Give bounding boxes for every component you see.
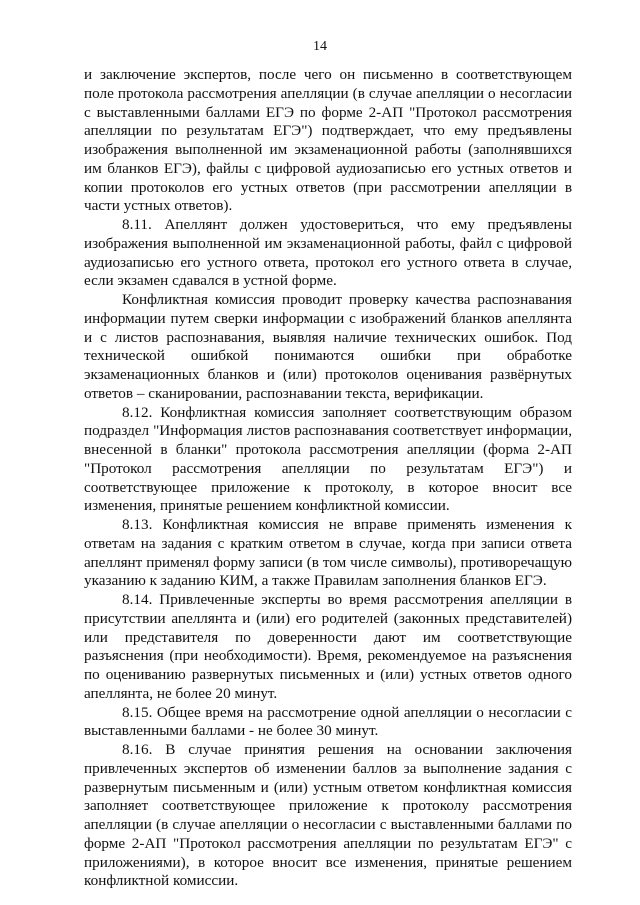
paragraph-continuation: и заключение экспертов, после чего он письменно в соответствующем поле протокола рассмотрения апелляции (в случае апелляции о несогласии с выставленными баллами ЕГЭ по форме 2-АП "Протокол рассмотрения апелляции по результатам ЕГЭ") подтверждает, что ему предъявлены изображения выполненной им экзаменационной работы (заполнявшихся им бланков ЕГЭ), файлы с цифровой аудиозаписью его устных ответов и копии протоколов его устных ответов (при рассмотрении апелляции в части устных ответов). (84, 66, 572, 215)
paragraph-8-12: 8.12. Конфликтная комиссия заполняет соответствующим образом подраздел "Информация листов распознавания соответствует информации, внесенной в бланки" протокола рассмотрения апелляции (форма 2-АП "Протокол рассмотрения апелляции по результатам ЕГЭ") и соответствующее приложение к протоколу, в которое вносит все изменения, принятые решением конфликтной комиссии. (84, 403, 572, 515)
paragraph-8-14: 8.14. Привлеченные эксперты во время рассмотрения апелляции в присутствии апеллянта и (или) его родителей (законных представителей) или представителя по доверенности дают им соответствующие разъяснения (при необходимости). Время, рекомендуемое на разъяснения по оцениванию развернутых письменных и (или) устных ответов одного апеллянта, не более 20 минут. (84, 591, 572, 702)
paragraph-8-16: 8.16. В случае принятия решения на основании заключения привлеченных экспертов об изменении баллов за выполнение задания с развернутым письменным и (или) устным ответом конфликтная комиссия заполняет соответствующее приложение к протоколу рассмотрения апелляции (в случае апелляции о несогласии с выставленными баллами по форме 2-АП "Протокол рассмотрения апелляции по результатам ЕГЭ" с приложениями), в которое вносит все изменения, принятые решением конфликтной комиссии. (84, 741, 572, 890)
paragraph-recognition-check: Конфликтная комиссия проводит проверку качества распознавания информации путем сверки информации с изображений бланков апеллянта и с листов распознавания, выявляя наличие технических ошибок. Под технической ошибкой понимаются ошибки при обработке экзаменационных бланков и (или) протоколов оценивания развёрнутых ответов – сканировании, распознавании текста, верификации. (84, 291, 572, 402)
paragraph-8-11: 8.11. Апеллянт должен удостовериться, что ему предъявлены изображения выполненной им экзаменационной работы, файл с цифровой аудиозаписью его устного ответа, протокол его устного ответа в случае, если экзамен сдавался в устной форме. (84, 216, 572, 290)
page-number: 14 (313, 39, 327, 54)
paragraph-8-13: 8.13. Конфликтная комиссия не вправе применять изменения к ответам на задания с кратким ответом в случае, когда при записи ответа апеллянт применял форму записи (в том числе символы), противоречащую указанию к заданию КИМ, а также Правилам заполнения бланков ЕГЭ. (84, 516, 572, 590)
paragraph-8-15: 8.15. Общее время на рассмотрение одной апелляции о несогласии с выставленными баллами - не более 30 минут. (84, 703, 572, 740)
body-text (84, 66, 572, 891)
